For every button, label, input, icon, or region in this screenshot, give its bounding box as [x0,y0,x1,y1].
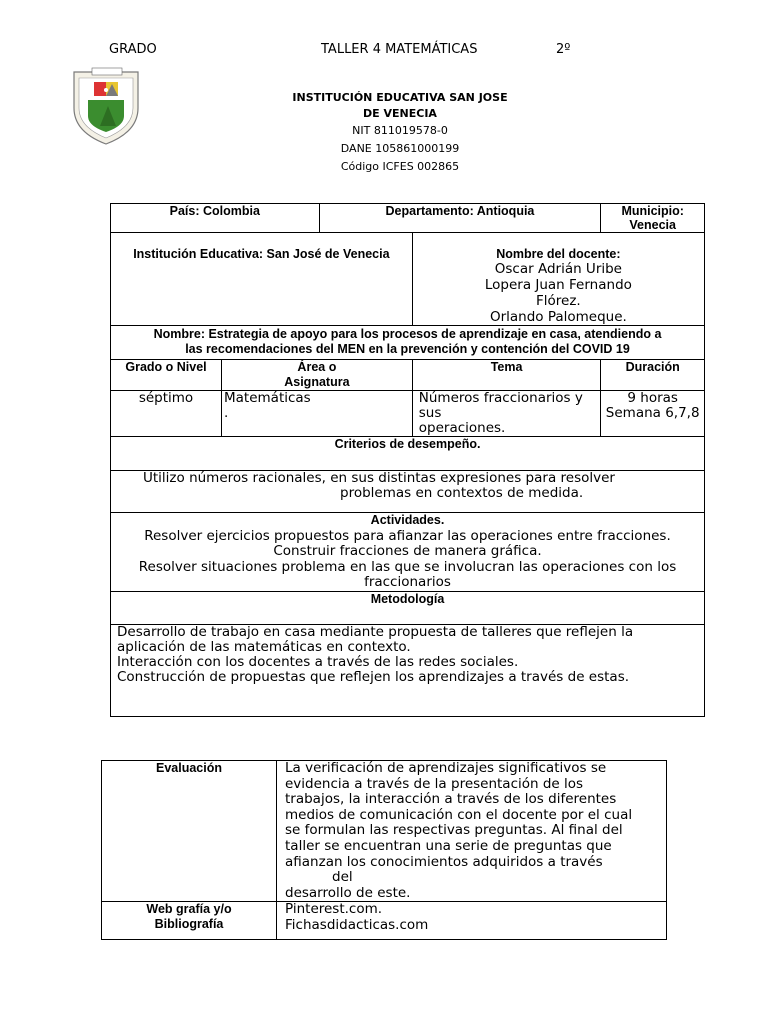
docente-name-2: Lopera Juan Fernando [484,277,632,293]
nombre-row [111,326,705,360]
area-value-cell [222,391,413,437]
main-info-table [110,203,705,717]
col-area-line1: Área o [297,360,337,374]
criterios-title: Criterios de desempeño. [334,437,481,451]
evaluation-table [101,760,667,940]
header-grado: GRADO [109,42,157,57]
metodologia-title-row [111,591,705,624]
col-duracion-header [601,360,705,391]
docente-cell [412,233,704,326]
criterios-text-cell [111,471,705,513]
actividades-row [111,513,705,592]
evaluacion-line9: desarrollo de este. [285,884,411,901]
pais-label: País: Colombia [169,204,260,218]
col-grado-label: Grado o Nivel [125,360,207,374]
nombre-line2: las recomendaciones del MEN en la prevención y contención del COVID 19 [185,342,630,356]
institution-dane: DANE 105861000199 [340,142,460,155]
header-taller: TALLER 4 MATEMÁTICAS [321,42,478,57]
duracion-value-line1: 9 horas [627,390,678,406]
metodologia-line3: Interacción con los docentes a través de las redes sociales. [117,654,519,671]
col-area-line2: Asignatura [284,375,350,389]
actividad-2: Construir fracciones de manera gráfica. [273,543,542,559]
criterios-line2: problemas en contextos de medida. [340,485,584,501]
col-duracion-label: Duración [625,360,680,374]
docente-label: Nombre del docente: [496,247,621,261]
header-grado-number: 2º [556,42,571,57]
institution-name-line2: DE VENECIA [363,107,437,120]
criterios-title-row [111,437,705,471]
duracion-value-line2: Semana 6,7,8 [605,405,700,421]
departamento-cell [319,204,601,233]
evaluacion-line2: evidencia a través de la presentación de los [285,775,584,792]
evaluacion-label-cell [102,761,277,902]
docente-name-4: Orlando Palomeque. [489,309,627,325]
data-row [111,391,705,437]
evaluacion-line1: La verificación de aprendizajes significativos se [285,760,607,776]
tema-value-line1: Números fraccionarios y sus [418,390,583,421]
web-row [102,902,667,940]
evaluacion-row [102,761,667,902]
evaluacion-line8: del [332,869,353,886]
actividades-title: Actividades. [370,513,445,527]
web-label-line2: Bibliografía [154,917,224,932]
evaluacion-line6: taller se encuentran una serie de preguntas que [285,837,612,854]
actividades-cell [111,513,705,592]
docente-name-1: Oscar Adrián Uribe [494,261,622,277]
evaluacion-text-cell [277,761,667,902]
municipio-cell [601,204,705,233]
area-value-line1: Matemáticas [224,390,311,406]
criterios-title-cell [111,437,705,471]
institucion-label: Institución Educativa: San José de Venecia [133,247,390,261]
criterios-text-row [111,471,705,513]
nombre-line1: Nombre: Estrategia de apoyo para los procesos de aprendizaje en casa, atendiendo a [153,327,662,341]
area-value-line2: . [224,405,229,421]
institucion-cell [111,233,413,326]
duracion-value-cell [601,391,705,437]
location-row [111,204,705,233]
institution-nit: NIT 811019578-0 [352,124,448,137]
evaluacion-label: Evaluación [156,761,222,775]
metodologia-text-row [111,624,705,716]
web-label-line1: Web grafía y/o [146,902,232,917]
school-crest-logo [70,66,142,146]
evaluacion-line4: medios de comunicación con el docente por el cual [285,806,633,823]
col-tema-header [412,360,601,391]
tema-value-line2: operaciones. [418,420,506,436]
institution-block [280,90,520,176]
institution-name-line1: INSTITUCIÓN EDUCATIVA SAN JOSE [292,91,508,104]
web-text-cell [277,902,667,940]
metodologia-line4: Construcción de propuestas que reflejen los aprendizajes a través de estas. [117,669,630,686]
nombre-cell [111,326,705,360]
column-header-row [111,360,705,391]
municipio-label: Municipio: Venecia [621,204,684,232]
metodologia-line2: aplicación de las matemáticas en contexto. [117,638,411,655]
evaluacion-line5: se formulan las respectivas preguntas. Al final del [285,822,623,839]
grado-value-cell [111,391,222,437]
web-label-cell [102,902,277,940]
col-tema-label: Tema [490,360,523,374]
actividad-1: Resolver ejercicios propuestos para afianzar las operaciones entre fracciones. [144,527,671,544]
evaluacion-line7: afianzan los conocimientos adquiridos a través [285,853,603,870]
institution-teacher-row [111,233,705,326]
web-line1: Pinterest.com. [285,901,383,918]
tema-value-cell [412,391,601,437]
departamento-label: Departamento: Antioquia [385,204,535,218]
actividad-3: Resolver situaciones problema en las que se involucran las operaciones con los [138,558,677,575]
web-line2: Fichasdidacticas.com [285,916,429,933]
pais-cell [111,204,320,233]
grado-value: séptimo [138,390,194,406]
actividad-4: fraccionarios [364,574,451,590]
criterios-line1: Utilizo números racionales, en sus distintas expresiones para resolver [143,470,615,486]
metodologia-title-cell [111,591,705,624]
metodologia-text-cell [111,624,705,716]
metodologia-title: Metodología [370,591,445,606]
col-area-header [222,360,413,391]
institution-icfes: Código ICFES 002865 [340,160,460,173]
evaluacion-line3: trabajos, la interacción a través de los diferentes [285,791,617,808]
docente-name-3: Flórez. [536,293,581,309]
metodologia-line1: Desarrollo de trabajo en casa mediante propuesta de talleres que reflejen la [117,623,634,640]
col-grado-header [111,360,222,391]
